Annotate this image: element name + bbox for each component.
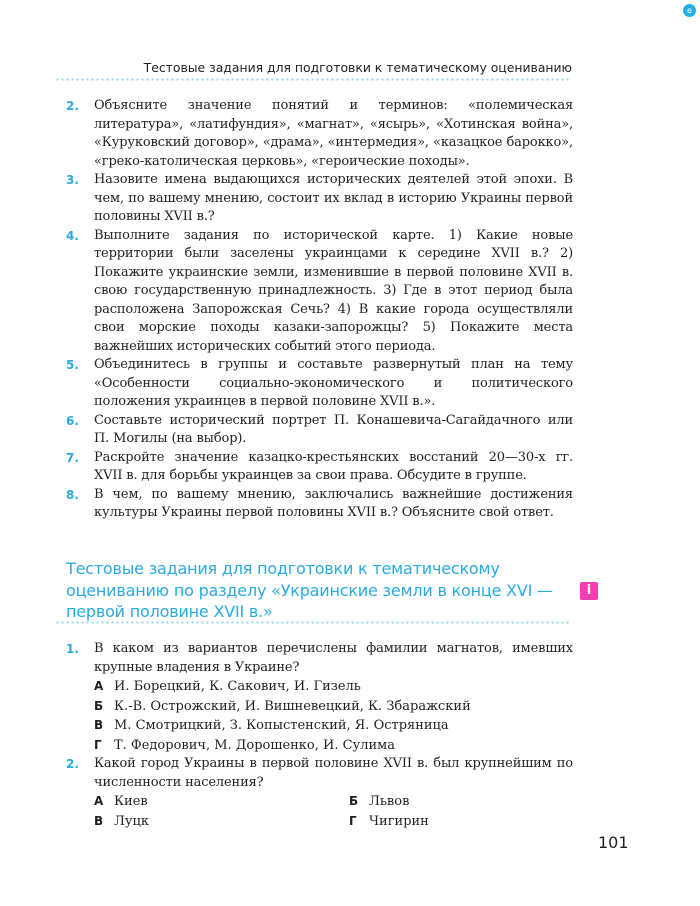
test-list <box>66 640 573 831</box>
test-question <box>66 640 573 677</box>
option-text: Чигирин <box>369 813 429 829</box>
option-letter: А <box>94 794 104 808</box>
question-number: 3. <box>66 173 79 187</box>
option-letter: А <box>94 679 104 693</box>
option-letter: Б <box>94 698 104 713</box>
publisher-logo-icon: e <box>683 4 696 17</box>
question-item <box>66 486 573 523</box>
test-item <box>66 640 573 755</box>
question-text: Назовите имена выдающихся исторических деятелей этой эпохи. В чем, по вашему мнению, состоит их вклад в историю Украины первой половины XVII в.? <box>94 172 573 224</box>
test-question-text: В каком из вариантов перечислены фамилии магнатов, имевших крупные владения в Украине? <box>94 641 573 675</box>
running-header: Тестовые задания для подготовки к тематическому оцениванию <box>143 60 572 75</box>
answer-option <box>94 812 349 832</box>
page-number: 101 <box>598 833 629 852</box>
option-text: Луцк <box>114 813 149 829</box>
question-number: 6. <box>66 413 79 428</box>
test-question-text: Какой город Украины в первой половине XVII в. был крупнейшим по численности населения? <box>94 756 573 790</box>
option-text: Львов <box>369 794 410 809</box>
answer-options <box>66 677 573 755</box>
question-text: Раскройте значение казацко-крестьянских восстаний 20—30-х гг. XVII в. для борьбы украинцев за свои права. Обсудите в группе. <box>94 449 573 483</box>
question-item <box>66 412 573 449</box>
option-text: И. Борецкий, К. Сакович, И. Гизель <box>114 679 361 694</box>
question-text: Объясните значение понятий и терминов: «полемическая литература», «латифундия», «магнат», «ясырь», «Хотинская война», «Куруковский договор», «драма», «интермедия», «казацкое барокко», «греко-католическая церковь», «героические походы». <box>94 98 573 169</box>
answer-option <box>94 677 573 697</box>
option-letter: Г <box>94 737 102 752</box>
question-text: Объединитесь в группы и составьте развернутый план на тему «Особенности социально-экономического и политического положения украинцев в первой половине XVII в.». <box>94 357 573 409</box>
test-number: 2. <box>66 757 79 771</box>
question-text: Выполните задания по исторической карте. 1) Какие новые территории были заселены украинцами к середине XVII в.? 2) Покажите украинские земли, изменившие в первой половине XVII в. свою государственную принадлежность. 3) Где в этот период была расположена Запорожская Сечь? 4) В какие города осуществляли свои морские походы казаки-запорожцы? 5) Покажите места важнейших исторических событий этого периода. <box>94 227 573 354</box>
question-item <box>66 171 573 227</box>
info-icon: i <box>580 582 598 600</box>
question-number: 8. <box>66 487 79 502</box>
question-number: 4. <box>66 228 79 243</box>
option-text: Т. Федорович, М. Дорошенко, И. Сулима <box>114 737 396 753</box>
option-letter: Б <box>349 794 359 808</box>
option-letter: В <box>94 718 104 732</box>
question-number: 7. <box>66 450 79 465</box>
question-text: Составьте исторический портрет П. Конашевича-Сагайдачного или П. Могилы (на выбор). <box>94 412 573 446</box>
option-text: К.-В. Острожский, И. Вишневецкий, К. Збаражский <box>114 698 471 714</box>
question-number: 5. <box>66 358 79 372</box>
section-dotted-divider <box>55 621 571 624</box>
question-item <box>66 449 573 486</box>
section-title: Тестовые задания для подготовки к тематическому оцениванию по разделу «Украинские земли в конце XVI — первой половине XVII в.» <box>66 559 553 621</box>
test-question <box>66 755 573 792</box>
option-text: Киев <box>114 794 148 809</box>
answer-option <box>94 792 349 812</box>
question-item <box>66 356 573 412</box>
test-item <box>66 755 573 831</box>
answer-option <box>349 812 549 832</box>
answer-options <box>66 792 573 831</box>
answer-option <box>94 716 573 736</box>
answer-option <box>94 697 573 717</box>
option-letter: В <box>94 813 104 828</box>
test-number: 1. <box>66 642 79 656</box>
answer-option <box>349 792 549 812</box>
option-letter: Г <box>349 813 357 828</box>
questions-list <box>66 97 573 523</box>
header-dotted-divider <box>55 78 571 81</box>
question-item <box>66 227 573 357</box>
answer-option <box>94 736 573 756</box>
question-item <box>66 97 573 171</box>
question-number: 2. <box>66 99 79 113</box>
question-text: В чем, по вашему мнению, заключались важнейшие достижения культуры Украины первой половины XVII в.? Объясните свой ответ. <box>94 486 573 520</box>
option-text: М. Смотрицкий, З. Копыстенский, Я. Остряница <box>114 718 449 733</box>
